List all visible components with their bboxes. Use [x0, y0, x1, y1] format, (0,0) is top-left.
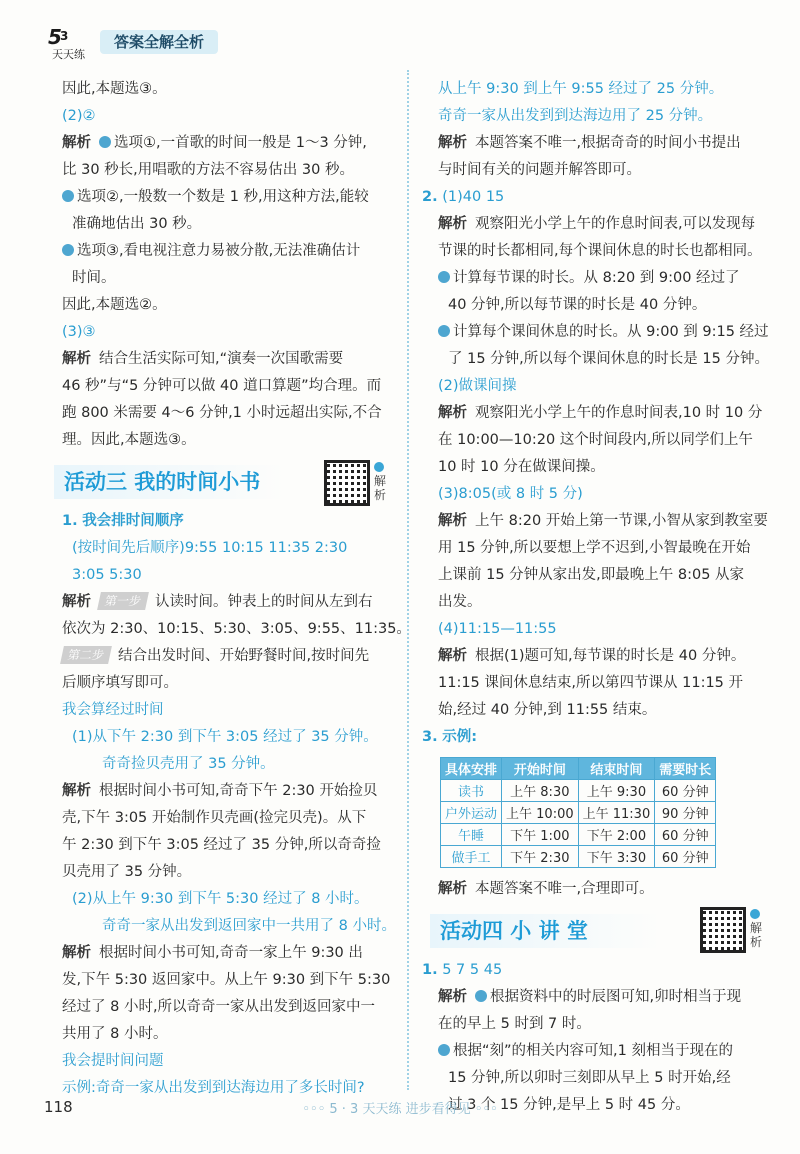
- table-header-cell: 具体安排: [441, 758, 502, 780]
- text-line: 了 15 分钟,所以每个课间休息的时长是 15 分钟。: [448, 351, 769, 367]
- bullet-icon: [475, 990, 487, 1002]
- analysis-label: 解析: [438, 135, 467, 151]
- table-row: [441, 780, 716, 802]
- answer-line: (按时间先后顺序)9:55 10:15 11:35 2:30: [72, 540, 348, 556]
- text-line: 节课的时长都相同,每个课间休息的时长也都相同。: [438, 243, 762, 259]
- question-number: 1.: [62, 513, 78, 529]
- table-cell: 上午 11:30: [578, 802, 655, 824]
- answer-line: (3)③: [62, 324, 96, 340]
- answer-line: (1)从下午 2:30 到下午 3:05 经过了 35 分钟。: [72, 729, 378, 745]
- qr-code-icon[interactable]: [700, 907, 746, 953]
- analysis-label: 解析: [438, 405, 467, 421]
- text-line: 因此,本题选②。: [62, 297, 167, 313]
- analysis-label: 解析: [62, 351, 91, 367]
- text-line: 贝壳用了 35 分钟。: [62, 864, 192, 880]
- text-line: 过 3 个 15 分钟,是早上 5 时 45 分。: [448, 1097, 690, 1113]
- text-line: 在 10:00—10:20 这个时间段内,所以同学们上午: [438, 432, 753, 448]
- text-line: 出发。: [438, 594, 482, 610]
- text-line: 根据时间小书可知,奇奇下午 2:30 开始捡贝: [99, 783, 378, 799]
- table-row: [441, 824, 716, 846]
- text-line: 因此,本题选③。: [62, 81, 167, 97]
- step-badge: 第二步: [60, 646, 112, 664]
- text-line: 在的早上 5 时到 7 时。: [438, 1016, 591, 1032]
- answer-line: 奇奇一家从出发到到达海边用了 25 分钟。: [438, 108, 713, 124]
- text-line: 46 秒”与“5 分钟可以做 40 道口算题”均合理。而: [62, 378, 382, 394]
- qr-label: 解析: [750, 921, 763, 949]
- table-cell: 下午 3:30: [578, 846, 655, 868]
- text-line: 根据时间小书可知,奇奇一家上午 9:30 出: [99, 945, 363, 961]
- play-icon: [374, 462, 384, 472]
- table-header-row: [441, 758, 716, 780]
- text-line: 结合出发时间、开始野餐时间,按时间先: [118, 648, 370, 664]
- text-line: 共用了 8 小时。: [62, 1026, 168, 1042]
- table-header-cell: 结束时间: [578, 758, 655, 780]
- question-number: 3.: [422, 729, 438, 745]
- table-cell: 上午 9:30: [578, 780, 655, 802]
- text-line: 本题答案不唯一,合理即可。: [475, 881, 654, 897]
- answer-line: (1)40 15: [442, 189, 505, 205]
- analysis-label: 解析: [438, 989, 467, 1005]
- text-line: 本题答案不唯一,根据奇奇的时间小书提出: [475, 135, 741, 151]
- page-number: 118: [44, 1098, 73, 1116]
- table-cell: 90 分钟: [655, 802, 716, 824]
- text-line: 时间。: [72, 270, 116, 286]
- table-row: [441, 846, 716, 868]
- section-header-activity-4: [430, 909, 788, 953]
- svg-text:3: 3: [60, 29, 69, 43]
- bullet-icon: [438, 1044, 450, 1056]
- table-header-cell: 开始时间: [502, 758, 579, 780]
- text-line: 选项③,看电视注意力易被分散,无法准确估计: [77, 243, 361, 259]
- analysis-label: 解析: [438, 881, 467, 897]
- text-line: 观察阳光小学上午的作息时间表,10 时 10 分: [475, 405, 763, 421]
- footer-slogan: ◦◦◦ 5 · 3 天天练 进步看得见 ◦◦◦: [302, 1102, 498, 1117]
- svg-text:天天练: 天天练: [52, 48, 85, 61]
- section-header-activity-3: [54, 460, 412, 504]
- text-line: 经过了 8 小时,所以奇奇一家从出发到返回家中一: [62, 999, 376, 1015]
- question-number: 1.: [422, 962, 438, 978]
- answer-line: 5 7 5 45: [442, 962, 503, 978]
- answer-line: 3:05 5:30: [72, 567, 142, 583]
- answer-line: 奇奇一家从出发到返回家中一共用了 8 小时。: [102, 918, 396, 934]
- section-title: 活动四 小 讲 堂: [430, 914, 660, 948]
- table-cell: 做手工: [441, 846, 502, 868]
- bullet-icon: [62, 190, 74, 202]
- question-number: 2.: [422, 189, 438, 205]
- table-cell: 下午 1:00: [502, 824, 579, 846]
- table-header-cell: 需要时长: [655, 758, 716, 780]
- text-line: 选项①,一首歌的时间一般是 1～3 分钟,: [114, 135, 367, 151]
- answer-line: 从上午 9:30 到上午 9:55 经过了 25 分钟。: [438, 81, 724, 97]
- header-title: 答案全解全析: [100, 30, 218, 54]
- text-line: 观察阳光小学上午的作息时间表,可以发现每: [475, 216, 756, 232]
- table-cell: 读书: [441, 780, 502, 802]
- text-line: 40 分钟,所以每节课的时长是 40 分钟。: [448, 297, 707, 313]
- answer-line: 奇奇捡贝壳用了 35 分钟。: [102, 756, 275, 772]
- qr-label: 解析: [374, 474, 387, 502]
- answer-line: (2)做课间操: [438, 378, 517, 394]
- answer-line: (2)从上午 9:30 到下午 5:30 经过了 8 小时。: [72, 891, 369, 907]
- answer-line: (4)11:15—11:55: [438, 621, 557, 637]
- question-title: 我会排时间顺序: [82, 513, 184, 529]
- text-line: 认读时间。钟表上的时间从左到右: [155, 594, 373, 610]
- schedule-table: [440, 757, 716, 868]
- answer-line: (2)②: [62, 108, 96, 124]
- text-line: 根据“刻”的相关内容可知,1 刻相当于现在的: [453, 1043, 733, 1059]
- answer-line: 示例:奇奇一家从出发到到达海边用了多长时间?: [62, 1080, 365, 1096]
- subheading: 我会算经过时间: [62, 702, 164, 718]
- text-line: 选项②,一般数一个数是 1 秒,用这种方法,能较: [77, 189, 369, 205]
- right-column: [422, 76, 788, 1119]
- text-line: 后顺序填写即可。: [62, 675, 178, 691]
- text-line: 壳,下午 3:05 开始制作贝壳画(捡完贝壳)。从下: [62, 810, 367, 826]
- analysis-label: 解析: [438, 648, 467, 664]
- question-title: 示例:: [442, 729, 478, 745]
- analysis-label: 解析: [62, 135, 91, 151]
- bullet-icon: [99, 136, 111, 148]
- page-footer: [0, 1098, 800, 1122]
- text-line: 根据资料中的时辰图可知,卯时相当于现: [490, 989, 742, 1005]
- table-cell: 60 分钟: [655, 846, 716, 868]
- text-line: 上课前 15 分钟从家出发,即最晚上午 8:05 从家: [438, 567, 745, 583]
- svg-text:5: 5: [48, 25, 62, 49]
- table-cell: 下午 2:00: [578, 824, 655, 846]
- analysis-label: 解析: [62, 783, 91, 799]
- subheading: 我会提时间问题: [62, 1053, 164, 1069]
- text-line: 依次为 2:30、10:15、5:30、3:05、9:55、11:35。: [62, 621, 411, 637]
- text-line: 发,下午 5:30 返回家中。从上午 9:30 到下午 5:30: [62, 972, 391, 988]
- table-cell: 午睡: [441, 824, 502, 846]
- text-line: 15 分钟,所以卯时三刻即从早上 5 时开始,经: [448, 1070, 731, 1086]
- text-line: 准确地估出 30 秒。: [72, 216, 202, 232]
- analysis-label: 解析: [438, 216, 467, 232]
- text-line: 理。因此,本题选③。: [62, 432, 196, 448]
- play-icon: [750, 909, 760, 919]
- analysis-label: 解析: [438, 513, 467, 529]
- table-cell: 60 分钟: [655, 780, 716, 802]
- text-line: 根据(1)题可知,每节课的时长是 40 分钟。: [475, 648, 746, 664]
- table-cell: 上午 8:30: [502, 780, 579, 802]
- bullet-icon: [438, 271, 450, 283]
- text-line: 10 时 10 分在做课间操。: [438, 459, 605, 475]
- text-line: 结合生活实际可知,“演奏一次国歌需要: [99, 351, 344, 367]
- text-line: 跑 800 米需要 4～6 分钟,1 小时远超出实际,不合: [62, 405, 382, 421]
- qr-code-icon[interactable]: [324, 460, 370, 506]
- bullet-icon: [62, 244, 74, 256]
- text-line: 用 15 分钟,所以要想上学不迟到,小智最晚在开始: [438, 540, 751, 556]
- step-badge: 第一步: [97, 592, 149, 610]
- text-line: 计算每个课间休息的时长。从 9:00 到 9:15 经过: [453, 324, 769, 340]
- text-line: 11:15 课间休息结束,所以第四节课从 11:15 开: [438, 675, 744, 691]
- brand-logo: [46, 22, 94, 62]
- text-line: 比 30 秒长,用唱歌的方法不容易估出 30 秒。: [62, 162, 354, 178]
- table-row: [441, 802, 716, 824]
- table-cell: 60 分钟: [655, 824, 716, 846]
- text-line: 始,经过 40 分钟,到 11:55 结束。: [438, 702, 657, 718]
- text-line: 上午 8:20 开始上第一节课,小智从家到教室要: [475, 513, 768, 529]
- text-line: 计算每节课的时长。从 8:20 到 9:00 经过了: [453, 270, 740, 286]
- bullet-icon: [438, 325, 450, 337]
- analysis-label: 解析: [62, 594, 91, 610]
- table-cell: 上午 10:00: [502, 802, 579, 824]
- table-cell: 户外运动: [441, 802, 502, 824]
- section-title: 活动三 我的时间小书: [54, 465, 284, 499]
- table-cell: 下午 2:30: [502, 846, 579, 868]
- text-line: 午 2:30 到下午 3:05 经过了 35 分钟,所以奇奇捡: [62, 837, 381, 853]
- answer-line: (3)8:05(或 8 时 5 分): [438, 486, 583, 502]
- analysis-label: 解析: [62, 945, 91, 961]
- left-column: [62, 76, 412, 1102]
- text-line: 与时间有关的问题并解答即可。: [438, 162, 641, 178]
